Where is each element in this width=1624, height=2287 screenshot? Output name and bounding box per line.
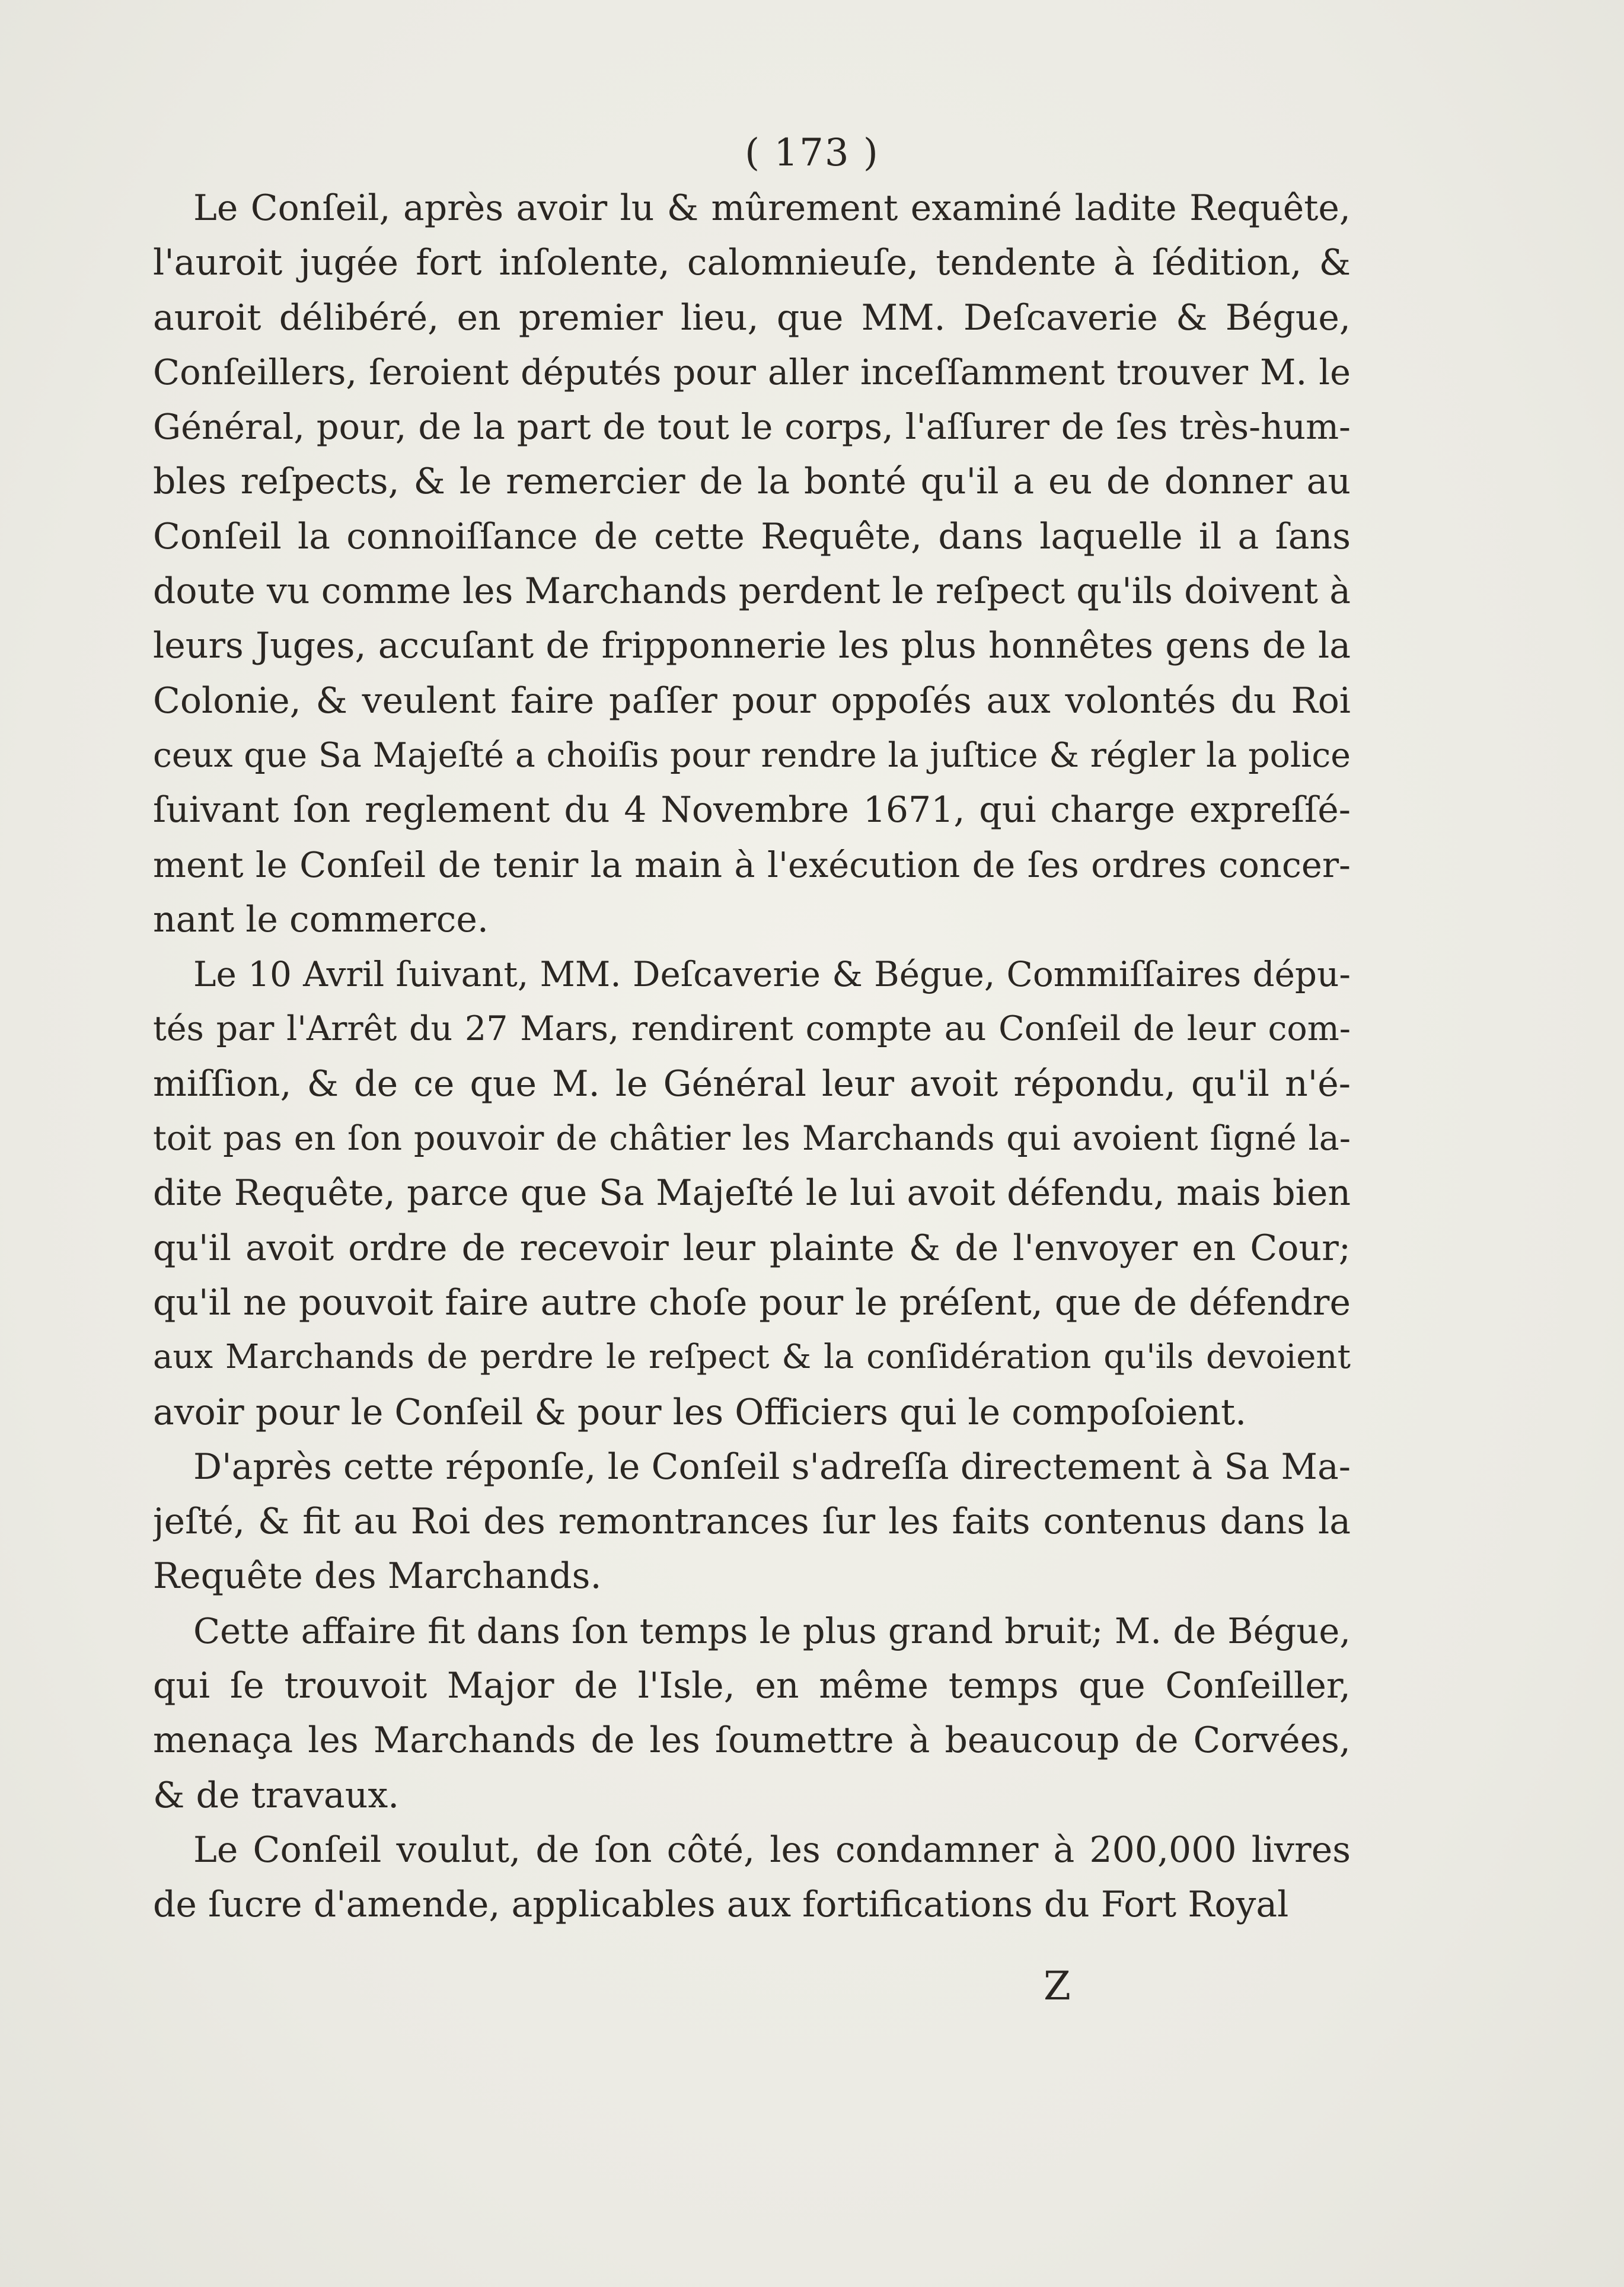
text-line: qu'il ne pouvoit faire autre choſe pour le préſent, que de défendre: [153, 1281, 1351, 1323]
text-line: toit pas en ſon pouvoir de châtier les Marchands qui avoient ſigné la-: [153, 1119, 1351, 1159]
text-line: l'auroit jugée fort inſolente, calomnieuſe, tendente à ſédition, &: [153, 242, 1351, 284]
body-text: [153, 181, 1351, 1932]
text-line: aux Marchands de perdre le reſpect & la conſidération qu'ils devoient: [153, 1338, 1351, 1377]
text-line: D'après cette réponſe, le Conſeil s'adreſſa directement à Sa Ma-: [193, 1446, 1351, 1488]
text-line: Général, pour, de la part de tout le corps, l'aſſurer de ſes très-hum-: [153, 406, 1351, 448]
text-line: miſſion, & de ce que M. le Général leur avoit répondu, qu'il n'é-: [153, 1063, 1351, 1105]
text-line: ceux que Sa Majeſté a choiſis pour rendre la juſtice & régler la police: [153, 735, 1351, 775]
text-line: ment le Conſeil de tenir la main à l'exécution de ſes ordres concer-: [153, 844, 1351, 885]
text-line: Cette affaire fit dans ſon temps le plus grand bruit; M. de Bégue,: [193, 1610, 1351, 1651]
text-line: de ſucre d'amende, applicables aux fortifications du Fort Royal: [153, 1884, 1289, 1926]
signature-mark: Z: [1044, 1963, 1071, 2009]
text-line: Le Conſeil, après avoir lu & mûrement examiné ladite Requête,: [193, 187, 1351, 229]
page-number: ( 173 ): [745, 131, 879, 175]
text-line: qu'il avoit ordre de recevoir leur plainte & de l'envoyer en Cour;: [153, 1227, 1351, 1269]
text-line: tés par l'Arrêt du 27 Mars, rendirent compte au Conſeil de leur com-: [153, 1009, 1351, 1049]
text-line: Colonie, & veulent faire paſſer pour oppoſés aux volontés du Roi: [153, 680, 1351, 722]
text-line: leurs Juges, accuſant de fripponnerie les plus honnêtes gens de la: [153, 625, 1351, 667]
text-line: doute vu comme les Marchands perdent le reſpect qu'ils doivent à: [153, 570, 1351, 613]
text-line: Conſeil la connoiſſance de cette Requête, dans laquelle il a ſans: [153, 515, 1351, 557]
text-line: Le 10 Avril ſuivant, MM. Deſcaverie & Bégue, Commiſſaires dépu-: [193, 954, 1351, 995]
text-line: bles reſpects, & le remercier de la bonté qu'il a eu de donner au: [153, 461, 1351, 503]
text-line: menaça les Marchands de les ſoumettre à beaucoup de Corvées,: [153, 1720, 1351, 1762]
text-line: jeſté, & fit au Roi des remontrances ſur les faits contenus dans la: [153, 1501, 1351, 1543]
text-line: avoir pour le Conſeil & pour les Officiers qui le compoſoient.: [153, 1391, 1247, 1433]
text-line: Requête des Marchands.: [153, 1555, 602, 1597]
text-line: auroit délibéré, en premier lieu, que MM. Deſcaverie & Bégue,: [153, 296, 1351, 339]
text-line: Le Conſeil voulut, de ſon côté, les condamner à 200,000 livres: [193, 1829, 1351, 1871]
text-line: nant le commerce.: [153, 898, 489, 940]
text-line: ſuivant ſon reglement du 4 Novembre 1671, qui charge expreſſé-: [153, 789, 1351, 831]
text-line: & de travaux.: [153, 1774, 400, 1816]
text-line: dite Requête, parce que Sa Majeſté le lui avoit défendu, mais bien: [153, 1172, 1351, 1214]
text-line: Conſeillers, ſeroient députés pour aller inceſſamment trouver M. le: [153, 351, 1351, 393]
text-line: qui ſe trouvoit Major de l'Isle, en même temps que Conſeiller,: [153, 1665, 1351, 1707]
